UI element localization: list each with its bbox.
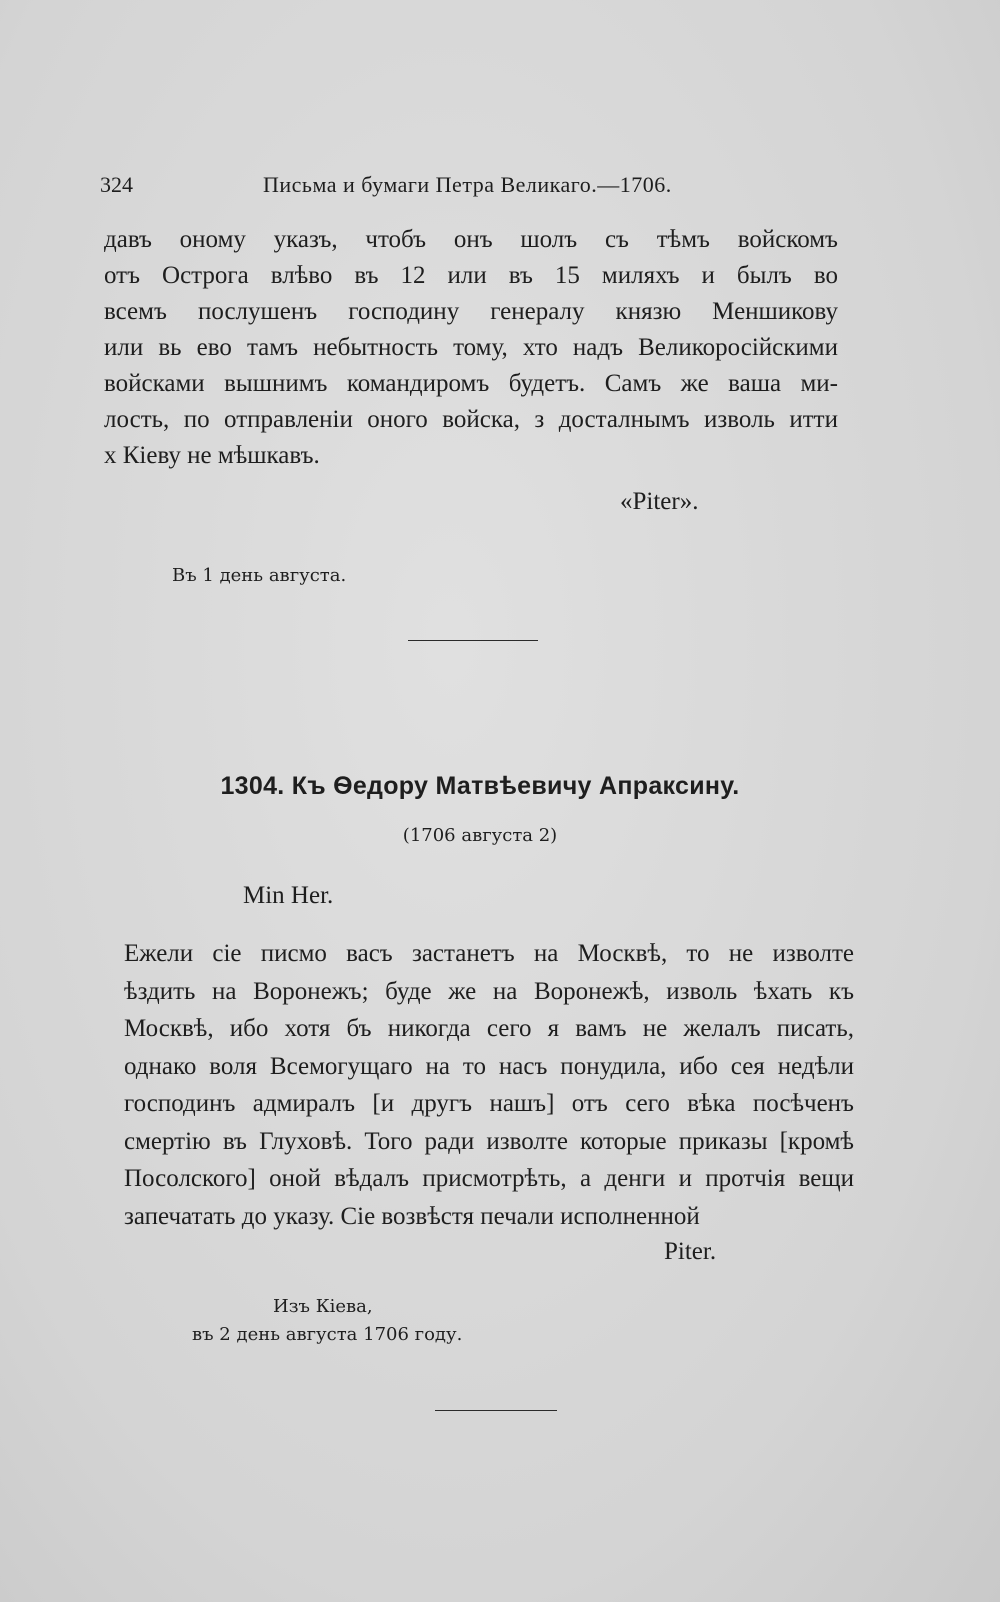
letter2-salutation: Min Her. xyxy=(243,882,334,909)
letter2-line: однако воля Всемогущаго на то насъ понудила, ибо сея недѣли xyxy=(124,1052,854,1080)
letter1-line: х Кiеву не мѣшкавъ. xyxy=(104,442,320,469)
letter2-signature: Piter. xyxy=(664,1238,717,1265)
section-divider xyxy=(408,640,538,641)
letter1-line: войсками вышнимъ командиромъ будетъ. Самъ же ваша ми- xyxy=(104,370,838,397)
letter2-body xyxy=(124,935,854,1235)
letter2-line: Посолского] оной вѣдалъ присмотрѣть, а денги и протчiя вещи xyxy=(124,1165,854,1192)
letter1-line: или вь ево тамъ небытность тому, хто надъ Великоросiйскими xyxy=(104,334,838,361)
letter2-dateline: въ 2 день августа 1706 году. xyxy=(192,1324,463,1345)
letter2-line: Ежели сiе писмо васъ застанетъ на Москвѣ, то не изволте xyxy=(124,940,854,967)
page-number: 324 xyxy=(100,172,133,197)
letter1-line: всемъ послушенъ господину генералу князю Меншикову xyxy=(104,298,838,325)
letter1-line: давъ оному указъ, чтобъ онъ шолъ съ тѣмъ войскомъ xyxy=(104,226,838,253)
running-title: Письма и бумаги Петра Великаго.—1706. xyxy=(263,172,672,197)
letter1-line: отъ Острога влѣво въ 12 или въ 15 миляхъ и былъ во xyxy=(104,262,838,289)
letter2-line: ѣздить на Воронежъ; буде же на Воронежѣ, изволь ѣхать къ xyxy=(124,977,854,1005)
letter2-heading: 1304. Къ Ѳедору Матвѣевичу Апраксину. xyxy=(220,772,740,800)
letter2-place: Изъ Кiева, xyxy=(273,1296,373,1317)
section-divider xyxy=(435,1410,557,1411)
letter2-line: запечатать до указу. Сiе возвѣстя печали исполненной xyxy=(124,1202,700,1230)
letter1-body xyxy=(104,222,838,474)
letter2-line: смертiю въ Глуховѣ. Того ради изволте которые приказы [кромѣ xyxy=(124,1127,854,1155)
letter1-date: Въ 1 день августа. xyxy=(172,565,347,586)
letter2-line: Москвѣ, ибо хотя бъ никогда сего я вамъ не желалъ писать, xyxy=(124,1015,854,1042)
letter1-signature: «Piter». xyxy=(620,488,699,515)
letter2-line: господинъ адмиралъ [и другъ нашъ] отъ сего вѣка посѣченъ xyxy=(124,1090,854,1117)
letter2-date: (1706 августа 2) xyxy=(402,825,558,846)
letter1-line: лость, по отправленiи оного войска, з досталнымъ изволь итти xyxy=(104,406,838,433)
